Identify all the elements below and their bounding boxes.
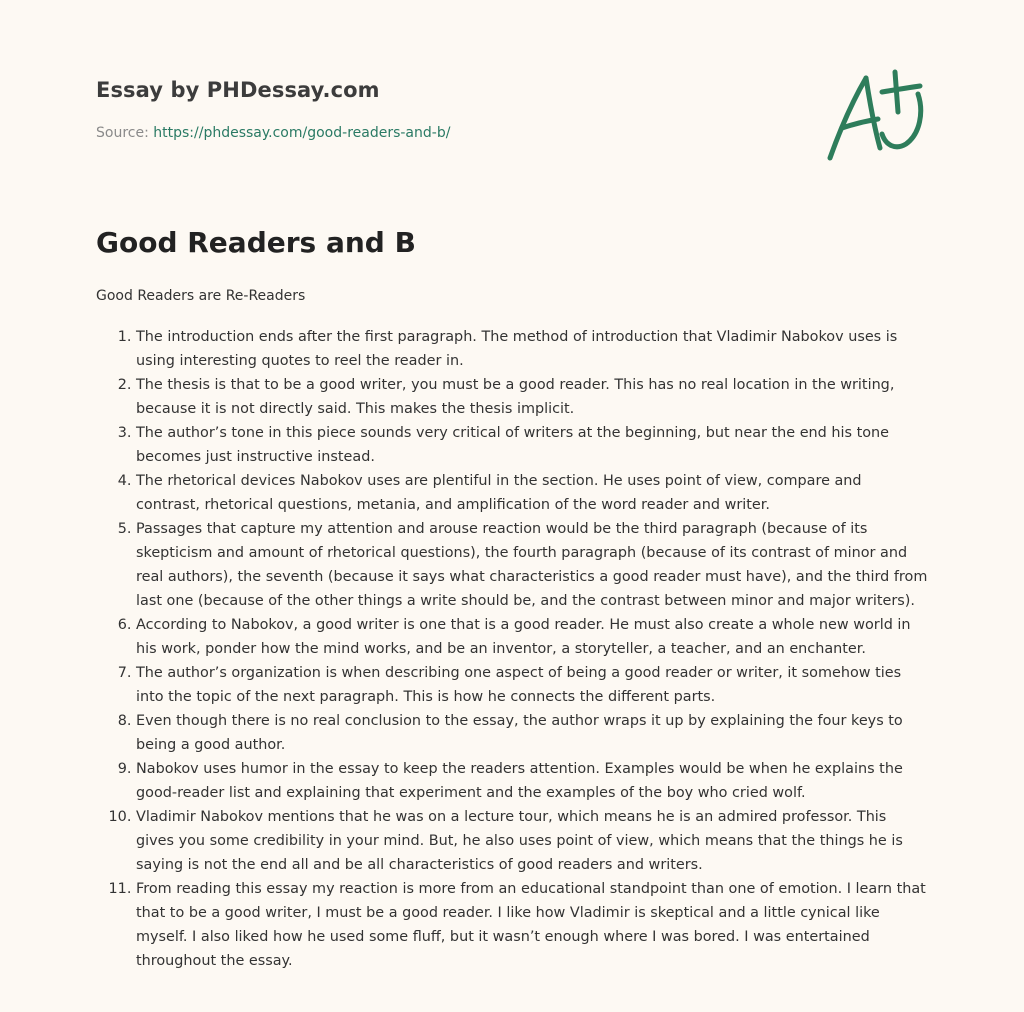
essay-subtitle: Good Readers are Re-Readers — [96, 288, 306, 304]
essay-list — [96, 325, 928, 973]
a-plus-logo-icon — [826, 68, 926, 164]
brand-title: Essay by PHDessay.com — [96, 78, 380, 102]
list-item: 2. The thesis is that to be a good writer, you must be a good reader. This has no real location in the writing, because it is not directly said. This makes the thesis implicit. — [136, 373, 928, 421]
list-item: 1. The introduction ends after the first paragraph. The method of introduction that Vladimir Nabokov uses is using interesting quotes to reel the reader in. — [136, 325, 928, 373]
list-item: 3. The author’s tone in this piece sounds very critical of writers at the beginning, but near the end his tone becomes just instructive instead. — [136, 421, 928, 469]
list-item: 8. Even though there is no real conclusion to the essay, the author wraps it up by explaining the four keys to being a good author. — [136, 709, 928, 757]
list-item: 4. The rhetorical devices Nabokov uses are plentiful in the section. He uses point of view, compare and contrast, rhetorical questions, metania, and amplification of the word reader and writer. — [136, 469, 928, 517]
source-line — [96, 125, 450, 141]
essay-title: Good Readers and B — [96, 226, 416, 259]
list-item: 9. Nabokov uses humor in the essay to keep the readers attention. Examples would be when he explains the good-reader list and explaining that experiment and the examples of the boy who cried wolf. — [136, 757, 928, 805]
source-label: Source: — [96, 125, 154, 141]
list-item: 11. From reading this essay my reaction is more from an educational standpoint than one of emotion. I learn that that to be a good writer, I must be a good reader. I like how Vladimir is skeptical and a little cynical like myself. I also liked how he used some fluff, but it wasn’t enough where I was bored. I was entertained throughout the essay. — [136, 877, 928, 973]
list-item: 7. The author’s organization is when describing one aspect of being a good reader or writer, it somehow ties into the topic of the next paragraph. This is how he connects the different parts. — [136, 661, 928, 709]
source-link[interactable]: https://phdessay.com/good-readers-and-b/ — [153, 125, 451, 141]
list-item: 6. According to Nabokov, a good writer is one that is a good reader. He must also create a whole new world in his work, ponder how the mind works, and be an inventor, a storyteller, a teacher, and an enchanter. — [136, 613, 928, 661]
list-item: 10. Vladimir Nabokov mentions that he was on a lecture tour, which means he is an admired professor. This gives you some credibility in your mind. But, he also uses point of view, which means that the things he is saying is not the end all and be all characteristics of good readers and writers. — [136, 805, 928, 877]
list-item: 5. Passages that capture my attention and arouse reaction would be the third paragraph (because of its skepticism and amount of rhetorical questions), the fourth paragraph (because of its contrast of minor and real authors), the seventh (because it says what characteristics a good reader must have), and the third from last one (because of the other things a write should be, and the contrast between minor and major writers). — [136, 517, 928, 613]
